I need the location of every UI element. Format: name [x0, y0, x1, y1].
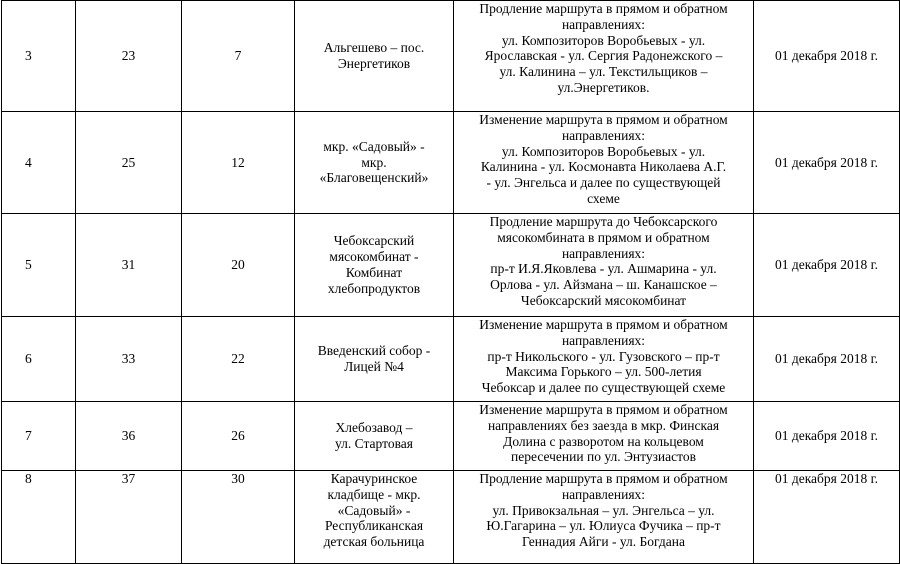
- route-name-cell-line: Чебоксарский: [333, 233, 415, 249]
- route-change-cell: [454, 112, 754, 214]
- route-change-cell-line: Чебоксарский мясокомбинат: [520, 292, 687, 308]
- route-name-cell: [295, 471, 454, 564]
- route-change-cell-line: направлениях:: [561, 16, 646, 32]
- route-name-cell-line: «Садовый» -: [337, 502, 411, 518]
- route-name-cell-line: Комбинат: [345, 265, 403, 280]
- route-name-cell-line: Энергетиков: [337, 56, 411, 71]
- effective-date-cell: 01 декабря 2018 г.: [754, 214, 900, 317]
- route-change-cell: [454, 1, 754, 112]
- route-change-cell-line: направлениях:: [561, 127, 646, 143]
- route-change-cell-line: Геннадия Айги - ул. Богдана: [522, 534, 685, 550]
- row-number-cell: 3: [2, 1, 76, 112]
- route-change-cell-line: пересечении по ул. Энтузиастов: [511, 449, 696, 465]
- effective-date-cell: 01 декабря 2018 г.: [754, 1, 900, 112]
- route-change-cell-line: Изменение маршрута в прямом и обратном: [479, 402, 728, 417]
- route-change-cell: [454, 317, 754, 402]
- route-change-cell-line: пр-т И.Я.Яковлева - ул. Ашмарина - ул.: [490, 261, 717, 277]
- row-number-cell: 5: [2, 214, 76, 317]
- route-change-cell-line: Продление маршрута в прямом и обратном: [479, 471, 728, 486]
- route-change-cell-line: ул. Привокзальная – ул. Энгельса – ул.: [492, 502, 715, 518]
- route-name-cell: [295, 317, 454, 402]
- route-change-cell-line: Максима Горького – ул. 500-летия: [505, 364, 702, 380]
- route-change-cell-line: ул. Калинина – ул. Текстильщиков –: [499, 64, 708, 80]
- route-number-cell: 26: [182, 402, 295, 471]
- route-change-cell-line: пр-т Никольского - ул. Гузовского – пр-т: [487, 348, 720, 364]
- route-name-cell-line: кладбище - мкр.: [327, 486, 421, 502]
- route-name-cell: [295, 112, 454, 214]
- effective-date-cell: 01 декабря 2018 г.: [754, 112, 900, 214]
- route-change-cell-line: Изменение маршрута в прямом и обратном: [479, 112, 728, 127]
- table-row: [2, 214, 900, 317]
- effective-date-cell: 01 декабря 2018 г.: [754, 402, 900, 471]
- route-name-cell-line: Альгешево – пос.: [323, 40, 425, 56]
- route-change-cell-line: схеме: [587, 190, 620, 206]
- table-row: [2, 112, 900, 214]
- route-change-cell-line: Долина с разворотом на кольцевом: [503, 433, 704, 449]
- table-body: [2, 1, 900, 564]
- route-change-cell-line: Продление маршрута до Чебоксарского: [489, 214, 718, 229]
- route-name-cell-line: Лицей №4: [344, 359, 404, 374]
- route-change-cell-line: Изменение маршрута в прямом и обратном: [479, 317, 728, 332]
- route-change-cell-line: направлениях:: [561, 245, 646, 261]
- route-name-cell-line: Хлебозавод –: [335, 420, 413, 436]
- route-changes-table: [1, 0, 900, 564]
- route-code-cell: 36: [76, 402, 182, 471]
- route-code-cell: 37: [76, 471, 182, 564]
- route-name-cell-line: мкр.: [361, 154, 387, 170]
- route-number-cell: 22: [182, 317, 295, 402]
- route-name-cell: [295, 214, 454, 317]
- route-change-cell-line: Орлова - ул. Айзмана – ш. Канашское –: [490, 277, 717, 293]
- row-number-cell: 4: [2, 112, 76, 214]
- route-code-cell: 31: [76, 214, 182, 317]
- table-row: [2, 471, 900, 564]
- route-name-cell-line: хлебопродуктов: [327, 280, 421, 296]
- table-row: [2, 1, 900, 112]
- row-number-cell: 7: [2, 402, 76, 471]
- route-number-cell: 12: [182, 112, 295, 214]
- route-name-cell-line: детская больница: [323, 534, 425, 550]
- route-change-cell: [454, 214, 754, 317]
- route-change-cell-line: мясокомбината в прямом и обратном: [497, 229, 710, 245]
- effective-date-cell: 01 декабря 2018 г.: [754, 471, 900, 564]
- route-change-cell: [454, 402, 754, 471]
- route-change-cell-line: ул.Энергетиков.: [557, 79, 650, 95]
- route-name-cell-line: Введенский собор -: [317, 343, 431, 359]
- route-name-cell-line: ул. Стартовая: [335, 436, 413, 451]
- route-name-cell-line: мясокомбинат -: [329, 249, 419, 265]
- table-row: [2, 402, 900, 471]
- route-change-cell: [454, 471, 754, 564]
- route-code-cell: 25: [76, 112, 182, 214]
- route-change-cell-line: - ул. Энгельса и далее по существующей: [486, 175, 721, 191]
- route-change-cell-line: ул. Композиторов Воробьевых - ул.: [501, 32, 706, 48]
- route-number-cell: 30: [182, 471, 295, 564]
- route-change-cell-line: Чебоксар и далее по существующей схеме: [481, 380, 726, 396]
- route-change-cell-line: направлениях:: [561, 332, 646, 348]
- route-name-cell-line: мкр. «Садовый» -: [323, 138, 425, 154]
- effective-date-cell: 01 декабря 2018 г.: [754, 317, 900, 402]
- route-code-cell: 23: [76, 1, 182, 112]
- route-number-cell: 7: [182, 1, 295, 112]
- route-name-cell: [295, 402, 454, 471]
- route-code-cell: 33: [76, 317, 182, 402]
- route-number-cell: 20: [182, 214, 295, 317]
- route-name-cell: [295, 1, 454, 112]
- route-change-cell-line: Продление маршрута в прямом и обратном: [479, 1, 728, 16]
- row-number-cell: 6: [2, 317, 76, 402]
- table-row: [2, 317, 900, 402]
- route-change-cell-line: Ю.Гагарина – ул. Юлиуса Фучика – пр-т: [486, 518, 721, 534]
- row-number-cell: 8: [2, 471, 76, 564]
- route-name-cell-line: Карачуринское: [330, 471, 418, 486]
- route-name-cell-line: «Благовещенский»: [319, 170, 429, 186]
- route-change-cell-line: направлениях:: [561, 486, 646, 502]
- route-change-cell-line: Ярославская - ул. Сергия Радонежского –: [484, 48, 723, 64]
- route-change-cell-line: Калинина - ул. Космонавта Николаева А.Г.: [480, 159, 727, 175]
- route-change-cell-line: направлениях без заезда в мкр. Финская: [487, 417, 720, 433]
- route-name-cell-line: Республиканская: [324, 518, 424, 534]
- route-change-cell-line: ул. Композиторов Воробьевых - ул.: [501, 143, 706, 159]
